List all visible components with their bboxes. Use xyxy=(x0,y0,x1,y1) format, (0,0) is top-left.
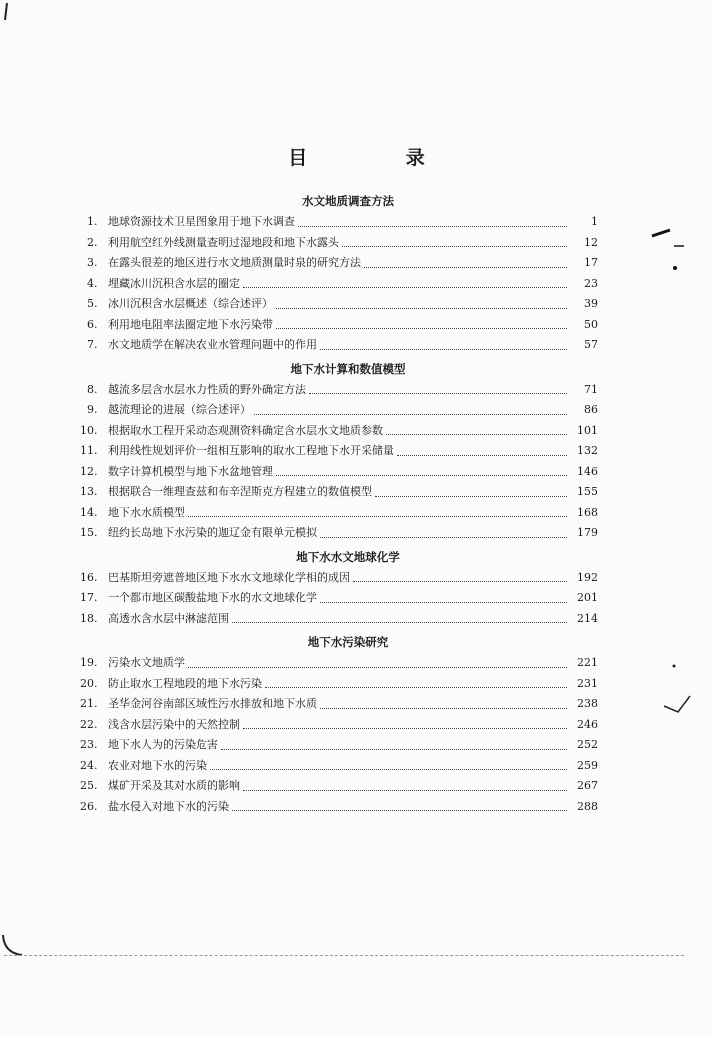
entry-number-dot: . xyxy=(94,738,98,751)
entry-page-number: 192 xyxy=(577,570,598,584)
entry-number-dot: . xyxy=(94,485,98,498)
table-of-contents xyxy=(68,188,598,817)
dot-leader xyxy=(243,790,567,791)
entry-page-number: 155 xyxy=(577,485,598,498)
toc-entry xyxy=(68,421,598,442)
toc-entry xyxy=(68,233,598,254)
entry-title: 地下水水质模型 xyxy=(108,505,185,519)
toc-entry xyxy=(68,523,598,544)
dot-leader xyxy=(265,687,567,688)
entry-title: 数字计算机模型与地下水盆地管理 xyxy=(108,464,273,478)
entry-page-number: 39 xyxy=(584,297,598,310)
entry-title: 水文地质学在解决农业水管理问题中的作用 xyxy=(108,338,317,351)
scan-mark-top-left xyxy=(2,2,10,22)
dot-leader xyxy=(276,328,567,329)
entry-number: 23 xyxy=(80,738,94,751)
entry-title: 越流多层含水层水力性质的野外确定方法 xyxy=(108,382,306,396)
dot-leader xyxy=(276,475,567,476)
entry-title: 根据取水工程开采动态观测资料确定含水层水文地质参数 xyxy=(108,423,383,437)
entry-number: 24 xyxy=(80,758,94,772)
entry-title: 圣华金河谷南部区域性污水排放和地下水质 xyxy=(108,697,317,710)
entry-page-number: 231 xyxy=(577,676,598,690)
entry-number-dot: . xyxy=(94,505,98,519)
entry-number: 10 xyxy=(80,423,94,437)
entry-number: 5 xyxy=(87,297,94,310)
page-title: 目 录 xyxy=(288,147,471,169)
entry-page-number: 252 xyxy=(577,738,598,751)
toc-entry xyxy=(68,588,598,609)
entry-title: 埋藏冰川沉积含水层的圈定 xyxy=(108,276,240,290)
entry-page-number: 267 xyxy=(577,779,598,792)
scan-mark-right-middle xyxy=(660,660,700,720)
toc-entry xyxy=(68,568,598,589)
entry-page-number: 12 xyxy=(584,235,598,249)
entry-page-number: 288 xyxy=(577,799,598,813)
entry-number: 8 xyxy=(87,382,94,396)
entry-title: 利用航空红外线测量查明过湿地段和地下水露头 xyxy=(108,235,339,249)
entry-title: 煤矿开采及其对水质的影响 xyxy=(108,779,240,792)
dot-leader xyxy=(342,246,567,247)
entry-title: 盐水侵入对地下水的污染 xyxy=(108,799,229,813)
entry-title: 地下水人为的污染危害 xyxy=(108,738,218,751)
entry-title: 污染水文地质学 xyxy=(108,656,185,669)
dot-leader xyxy=(221,749,567,750)
entry-title: 一个都市地区碳酸盐地下水的水文地球化学 xyxy=(108,591,317,604)
entry-title: 地球资源技术卫星图象用于地下水调查 xyxy=(108,215,295,228)
entry-page-number: 101 xyxy=(577,423,598,437)
entry-page-number: 259 xyxy=(577,758,598,772)
dot-leader xyxy=(298,226,567,227)
entry-title: 根据联合一维理查兹和布辛涅斯克方程建立的数值模型 xyxy=(108,485,372,498)
toc-entry xyxy=(68,315,598,336)
dot-leader xyxy=(232,622,567,623)
entry-title: 利用地电阻率法圈定地下水污染带 xyxy=(108,317,273,331)
dot-leader xyxy=(386,434,567,435)
dot-leader xyxy=(188,516,567,517)
dot-leader xyxy=(320,349,567,350)
entry-title: 利用线性规划评价一组相互影响的取水工程地下水开采储量 xyxy=(108,444,394,457)
entry-number-dot: . xyxy=(94,464,98,478)
entry-number-dot: . xyxy=(94,256,98,269)
entry-number-dot: . xyxy=(94,656,98,669)
toc-entry xyxy=(68,380,598,401)
entry-number-dot: . xyxy=(94,717,98,731)
entry-title: 农业对地下水的污染 xyxy=(108,758,207,772)
entry-number-dot: . xyxy=(94,235,98,249)
entry-page-number: 1 xyxy=(591,215,598,228)
entry-page-number: 168 xyxy=(577,505,598,519)
toc-entry xyxy=(68,715,598,736)
toc-entry xyxy=(68,653,598,674)
entry-number: 16 xyxy=(80,570,94,584)
scan-mark-bottom-left xyxy=(0,935,60,960)
entry-title: 浅含水层污染中的天然控制 xyxy=(108,717,240,731)
entry-number-dot: . xyxy=(94,276,98,290)
toc-entry xyxy=(68,756,598,777)
dot-leader xyxy=(364,267,567,268)
entry-number-dot: . xyxy=(94,799,98,813)
toc-entry xyxy=(68,482,598,503)
entry-page-number: 132 xyxy=(577,444,598,457)
entry-page-number: 23 xyxy=(584,276,598,290)
entry-title: 在露头很差的地区进行水文地质测量时泉的研究方法 xyxy=(108,256,361,269)
entry-number-dot: . xyxy=(94,423,98,437)
toc-entry xyxy=(68,441,598,462)
dot-leader xyxy=(320,537,567,538)
entry-number: 18 xyxy=(80,611,94,625)
entry-page-number: 86 xyxy=(584,403,598,416)
entry-page-number: 238 xyxy=(577,697,598,710)
entry-number-dot: . xyxy=(94,611,98,625)
entry-page-number: 214 xyxy=(577,611,598,625)
entry-page-number: 71 xyxy=(584,382,598,396)
entry-title: 纽约长岛地下水污染的迦辽金有限单元模拟 xyxy=(108,526,317,539)
entry-number: 26 xyxy=(80,799,94,813)
entry-number-dot: . xyxy=(94,403,98,416)
entry-number-dot: . xyxy=(94,526,98,539)
entry-page-number: 201 xyxy=(577,591,598,604)
toc-entry xyxy=(68,253,598,274)
dot-leader xyxy=(375,496,567,497)
entry-number: 17 xyxy=(80,591,94,604)
toc-entry xyxy=(68,609,598,630)
section-heading: 水文地质调查方法 xyxy=(302,194,394,208)
toc-entry xyxy=(68,294,598,315)
entry-number: 2 xyxy=(87,235,94,249)
toc-entry xyxy=(68,503,598,524)
entry-number: 1 xyxy=(87,215,94,228)
entry-number: 19 xyxy=(80,656,94,669)
entry-number-dot: . xyxy=(94,317,98,331)
entry-number: 14 xyxy=(80,505,94,519)
toc-entry xyxy=(68,735,598,756)
toc-entry xyxy=(68,335,598,356)
entry-number-dot: . xyxy=(94,338,98,351)
entry-title: 巴基斯坦旁遮普地区地下水水文地球化学相的成因 xyxy=(108,570,350,584)
entry-number: 20 xyxy=(80,676,94,690)
entry-number: 11 xyxy=(80,444,94,457)
entry-page-number: 179 xyxy=(577,526,598,539)
entry-number-dot: . xyxy=(94,676,98,690)
entry-number-dot: . xyxy=(94,779,98,792)
entry-number: 3 xyxy=(87,256,94,269)
entry-page-number: 221 xyxy=(577,656,598,669)
entry-number-dot: . xyxy=(94,297,98,310)
dot-leader xyxy=(232,810,567,811)
entry-number: 25 xyxy=(80,779,94,792)
entry-number-dot: . xyxy=(94,697,98,710)
scan-mark-right-top xyxy=(648,226,688,276)
dot-leader xyxy=(188,667,567,668)
dot-leader xyxy=(243,728,567,729)
entry-number: 9 xyxy=(87,403,94,416)
entry-number: 15 xyxy=(80,526,94,539)
section-heading: 地下水计算和数值模型 xyxy=(290,361,406,376)
section-heading: 地下水污染研究 xyxy=(307,635,389,649)
entry-page-number: 57 xyxy=(584,338,598,351)
entry-number: 13 xyxy=(80,485,94,498)
entry-number-dot: . xyxy=(94,758,98,772)
dot-leader xyxy=(320,708,567,709)
toc-entry xyxy=(68,274,598,295)
dot-leader xyxy=(397,455,567,456)
toc-entry xyxy=(68,462,598,483)
entry-title: 越流理论的进展（综合述评） xyxy=(108,403,251,416)
entry-title: 冰川沉积含水层概述（综合述评） xyxy=(108,297,273,310)
entry-title: 高透水含水层中淋滤范围 xyxy=(108,611,229,625)
dot-leader xyxy=(243,287,567,288)
dot-leader xyxy=(210,769,567,770)
entry-page-number: 17 xyxy=(584,256,598,269)
entry-number-dot: . xyxy=(94,215,98,228)
dot-leader xyxy=(254,414,567,415)
dot-leader xyxy=(320,602,567,603)
entry-title: 防止取水工程地段的地下水污染 xyxy=(108,676,262,690)
dot-leader xyxy=(353,581,567,582)
entry-number-dot: . xyxy=(94,591,98,604)
dot-leader xyxy=(276,308,567,309)
entry-number: 22 xyxy=(80,717,94,731)
entry-page-number: 50 xyxy=(584,317,598,331)
toc-entry xyxy=(68,776,598,797)
entry-page-number: 146 xyxy=(577,464,598,478)
entry-number: 12 xyxy=(80,464,94,478)
entry-number-dot: . xyxy=(94,570,98,584)
entry-number: 7 xyxy=(87,338,94,351)
toc-entry xyxy=(68,400,598,421)
entry-number-dot: . xyxy=(94,444,98,457)
entry-number-dot: . xyxy=(94,382,98,396)
entry-number: 6 xyxy=(87,317,94,331)
toc-entry xyxy=(68,694,598,715)
scan-edge-line xyxy=(4,955,684,956)
toc-entry xyxy=(68,674,598,695)
section-heading: 地下水水文地球化学 xyxy=(296,549,400,564)
entry-page-number: 246 xyxy=(577,717,598,731)
entry-number: 21 xyxy=(80,697,94,710)
dot-leader xyxy=(309,393,567,394)
entry-number: 4 xyxy=(87,276,94,290)
toc-entry xyxy=(68,212,598,233)
toc-entry xyxy=(68,797,598,818)
